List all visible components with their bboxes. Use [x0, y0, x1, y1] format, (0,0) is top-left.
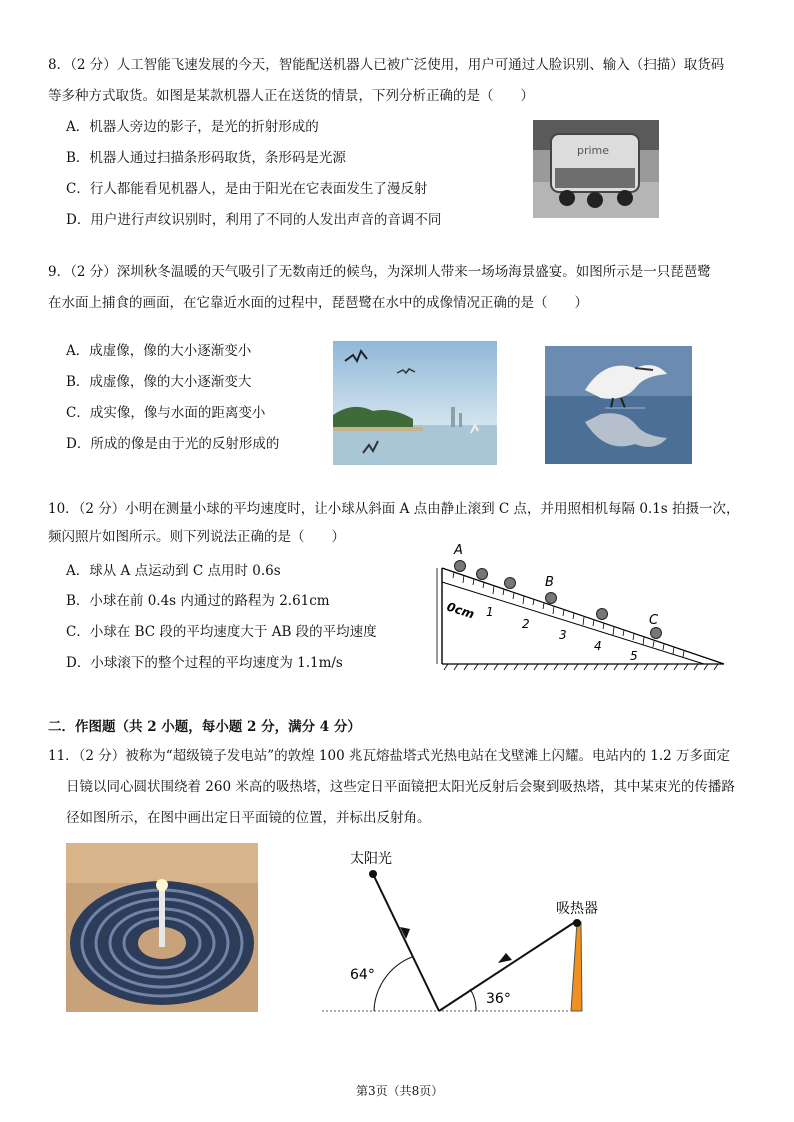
robot-brand-label: prime: [577, 144, 610, 157]
q8-option-c: C．行人都能看见机器人，是由于阳光在它表面发生了漫反射: [66, 181, 428, 197]
absorber-label: 吸热器: [556, 901, 598, 917]
seaside-birds-photo: [333, 341, 497, 465]
q8-option-a: A．机器人旁边的影子，是光的折射形成的: [66, 119, 319, 135]
q10-option-b: B．小球在前 0.4s 内通过的路程为 2.61cm: [66, 593, 330, 609]
section-2-title: 二．作图题（共 2 小题，每小题 2 分，满分 4 分）: [48, 719, 361, 735]
q9-option-c: C．成实像，像与水面的距离变小: [66, 405, 266, 421]
ruler-number-5: 5: [630, 649, 638, 663]
q10-option-a: A．球从 A 点运动到 C 点用时 0.6s: [66, 563, 281, 579]
q9-option-d: D．所成的像是由于光的反射形成的: [66, 436, 280, 452]
q8-option-d: D．用户进行声纹识别时，利用了不同的人发出声音的音调不同: [66, 212, 442, 228]
point-a-label: A: [454, 543, 463, 558]
q9-stem-line2: 在水面上捕食的画面，在它靠近水面的过程中，琵琶鹭在水中的成像情况正确的是（ ）: [48, 295, 588, 311]
ruler-number-2: 2: [522, 617, 530, 631]
q11-stem-line1: 11．（2 分）被称为“超级镜子发电站”的敦煌 100 兆瓦熔盐塔式光热电站在戈壁滩上闪耀。电站内的 1.2 万多面定: [48, 748, 731, 764]
ruler-number-3: 3: [559, 628, 567, 642]
incident-angle-label: 64°: [350, 967, 375, 983]
incline-ruler-figure: [434, 538, 730, 678]
q9-option-b: B．成虚像，像的大小逐渐变大: [66, 374, 252, 390]
q10-stem-line2: 频闪照片如图所示。则下列说法正确的是（ ）: [48, 529, 345, 545]
q10-option-c: C．小球在 BC 段的平均速度大于 AB 段的平均速度: [66, 624, 377, 640]
ruler-number-1: 1: [486, 605, 494, 619]
ruler-unit-label: 0cm: [445, 599, 476, 622]
q10-stem-line1: 10．（2 分）小明在测量小球的平均速度时，让小球从斜面 A 点由静止滚到 C 点，并用照相机每隔 0.1s 拍摄一次，: [48, 501, 740, 517]
q9-stem-line1: 9．（2 分）深圳秋冬温暖的天气吸引了无数南迁的候鸟，为深圳人带来一场场海景盛宴。如图所示是一只琵琶鹭: [48, 264, 711, 280]
robot-photo: [533, 120, 659, 218]
reflection-diagram: [320, 843, 610, 1022]
reflected-angle-label: 36°: [486, 991, 511, 1007]
q11-stem-line3: 径如图所示，在图中画出定日平面镜的位置，并标出反射角。: [66, 810, 431, 826]
spoonbill-photo: [545, 346, 692, 464]
q9-option-a: A．成虚像，像的大小逐渐变小: [66, 343, 252, 359]
page-number-footer: 第3页（共8页）: [356, 1084, 444, 1098]
ruler-number-4: 4: [594, 639, 602, 653]
q10-option-d: D．小球滚下的整个过程的平均速度为 1.1m/s: [66, 655, 343, 671]
q8-option-b: B．机器人通过扫描条形码取货，条形码是光源: [66, 150, 346, 166]
sunlight-label: 太阳光: [350, 851, 392, 867]
solar-plant-photo: [66, 843, 258, 1012]
point-b-label: B: [545, 575, 554, 590]
q11-stem-line2: 日镜以同心圆状围绕着 260 米高的吸热塔，这些定日平面镜把太阳光反射后会聚到吸热塔，其中某束光的传播路: [66, 779, 735, 795]
q8-stem-line2: 等多种方式取货。如图是某款机器人正在送货的情景，下列分析正确的是（ ）: [48, 88, 534, 104]
q8-stem-line1: 8．（2 分）人工智能飞速发展的今天，智能配送机器人已被广泛使用，用户可通过人脸识别、输入（扫描）取货码: [48, 57, 725, 73]
point-c-label: C: [649, 613, 659, 628]
